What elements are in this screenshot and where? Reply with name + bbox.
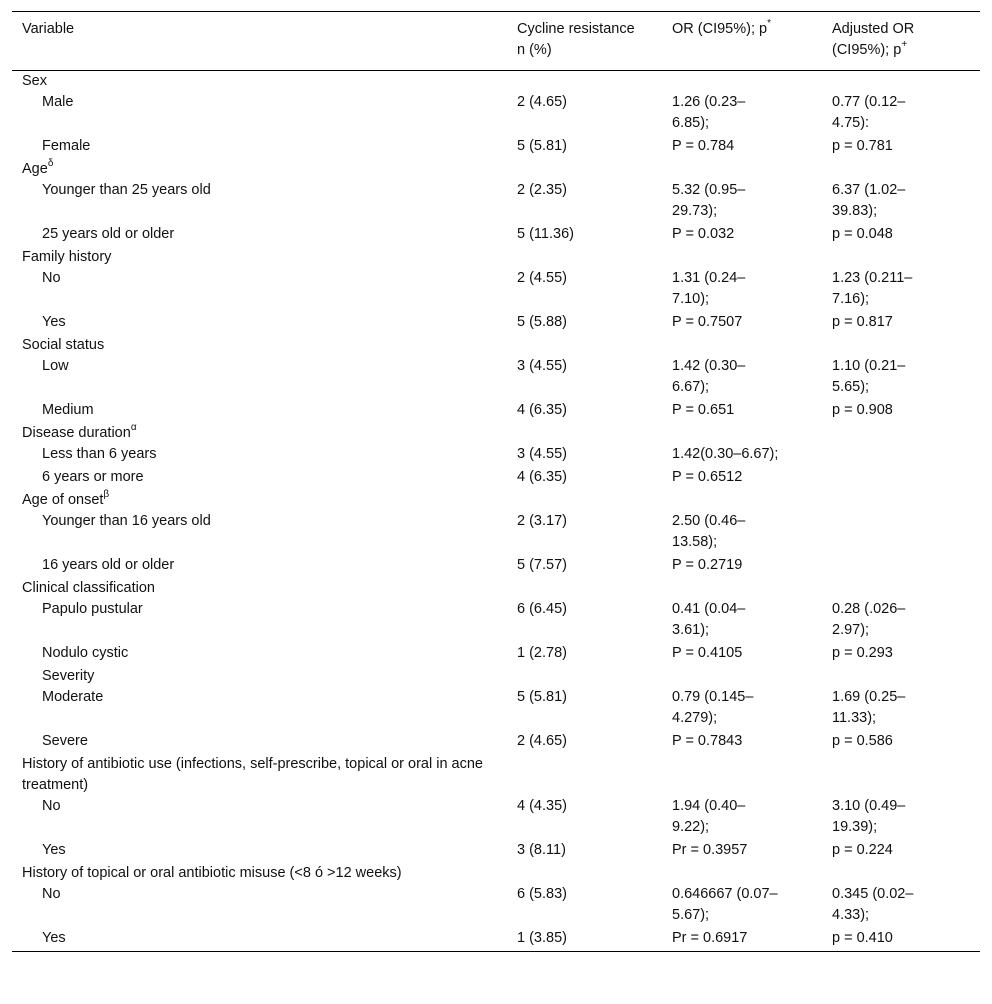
cell-value: Pr = 0.6917	[672, 930, 748, 946]
table-row	[12, 599, 980, 643]
adjusted-or-cell	[822, 136, 980, 159]
variable-cell	[12, 467, 507, 490]
or-cell	[662, 599, 822, 643]
table-row	[12, 136, 980, 159]
variable-cell	[12, 444, 507, 467]
adjusted-or-cell	[822, 312, 980, 335]
variable-cell	[12, 224, 507, 247]
table-row	[12, 268, 980, 312]
table-row	[12, 731, 980, 754]
cell-value: p = 0.586	[832, 733, 893, 749]
cycline-resistance-cell	[507, 71, 662, 93]
adjusted-or-cell	[822, 224, 980, 247]
or-cell	[662, 666, 822, 687]
cell-value: 5.32 (0.95–29.73);	[672, 182, 746, 219]
cycline-resistance-cell	[507, 754, 662, 796]
adjusted-or-cell	[822, 444, 980, 467]
or-cell	[662, 180, 822, 224]
cell-value: 3 (4.55)	[517, 358, 567, 374]
cell-value: 5 (5.81)	[517, 689, 567, 705]
table-body	[12, 71, 980, 952]
adjusted-or-cell	[822, 356, 980, 400]
cell-value: 2 (3.17)	[517, 513, 567, 529]
cycline-resistance-cell	[507, 643, 662, 666]
variable-label: 25 years old or older	[42, 226, 175, 242]
adjusted-or-cell	[822, 400, 980, 423]
adjusted-or-cell	[822, 159, 980, 180]
cycline-resistance-cell	[507, 555, 662, 578]
cell-value: 1 (3.85)	[517, 930, 567, 946]
table-row	[12, 400, 980, 423]
variable-label: Severe	[42, 733, 88, 749]
variable-cell	[12, 796, 507, 840]
header-row	[12, 12, 980, 71]
or-cell	[662, 224, 822, 247]
cell-value: 3.10 (0.49–19.39);	[832, 798, 906, 835]
cell-value: P = 0.4105	[672, 645, 743, 661]
cycline-resistance-cell	[507, 731, 662, 754]
table-row	[12, 555, 980, 578]
cell-value: 0.345 (0.02–4.33);	[832, 886, 914, 923]
or-cell	[662, 423, 822, 444]
or-cell	[662, 731, 822, 754]
adjusted-or-cell	[822, 796, 980, 840]
cycline-resistance-cell	[507, 159, 662, 180]
variable-label: Yes	[42, 842, 66, 858]
table-group-row	[12, 863, 980, 884]
or-cell	[662, 467, 822, 490]
variable-cell	[12, 180, 507, 224]
table-row	[12, 224, 980, 247]
cycline-resistance-cell	[507, 136, 662, 159]
variable-cell	[12, 159, 507, 180]
cell-value: 2 (2.35)	[517, 182, 567, 198]
adjusted-or-cell	[822, 423, 980, 444]
cell-value: 0.41 (0.04–3.61);	[672, 601, 746, 638]
table-row	[12, 180, 980, 224]
variable-label: No	[42, 798, 61, 814]
or-cell	[662, 444, 822, 467]
footnote-mark: δ	[47, 158, 54, 170]
cell-value: 5 (7.57)	[517, 557, 567, 573]
variable-cell	[12, 247, 507, 268]
or-cell	[662, 159, 822, 180]
header-or: OR (CI95%); p*	[672, 18, 771, 37]
variable-cell	[12, 136, 507, 159]
table-group-row	[12, 335, 980, 356]
cell-value: p = 0.224	[832, 842, 893, 858]
or-cell	[662, 754, 822, 796]
variable-cell	[12, 490, 507, 511]
adjusted-or-cell	[822, 247, 980, 268]
variable-cell	[12, 335, 507, 356]
variable-cell	[12, 511, 507, 555]
adjusted-or-cell	[822, 335, 980, 356]
cell-value: Pr = 0.3957	[672, 842, 748, 858]
or-cell	[662, 643, 822, 666]
cycline-resistance-cell	[507, 863, 662, 884]
variable-label: Low	[42, 358, 69, 374]
table-group-row	[12, 423, 980, 444]
variable-cell	[12, 92, 507, 136]
results-table-container	[12, 11, 980, 952]
cell-value: 3 (4.55)	[517, 446, 567, 462]
variable-label: Clinical classification	[22, 580, 155, 596]
cycline-resistance-cell	[507, 423, 662, 444]
or-cell	[662, 71, 822, 93]
cell-value: 2 (4.65)	[517, 733, 567, 749]
table-row	[12, 511, 980, 555]
adjusted-or-cell	[822, 555, 980, 578]
or-cell	[662, 247, 822, 268]
adjusted-or-cell	[822, 180, 980, 224]
variable-label: Family history	[22, 249, 112, 265]
cycline-resistance-cell	[507, 840, 662, 863]
cell-value: 5 (5.81)	[517, 138, 567, 154]
variable-cell	[12, 356, 507, 400]
cell-value: p = 0.048	[832, 226, 893, 242]
cell-value: P = 0.6512	[672, 469, 743, 485]
variable-label: 16 years old or older	[42, 557, 175, 573]
cell-value: 4 (6.35)	[517, 402, 567, 418]
variable-label: Disease duration	[22, 425, 131, 441]
or-cell	[662, 840, 822, 863]
or-cell	[662, 928, 822, 952]
variable-label: Male	[42, 94, 74, 110]
cycline-resistance-cell	[507, 599, 662, 643]
adjusted-or-cell	[822, 511, 980, 555]
variable-label: No	[42, 886, 61, 902]
or-cell	[662, 511, 822, 555]
table-group-row	[12, 490, 980, 511]
cycline-resistance-cell	[507, 884, 662, 928]
cell-value: P = 0.032	[672, 226, 735, 242]
cycline-resistance-cell	[507, 467, 662, 490]
table-row	[12, 312, 980, 335]
variable-cell	[12, 863, 507, 884]
adjusted-or-cell	[822, 863, 980, 884]
or-cell	[662, 796, 822, 840]
adjusted-or-cell	[822, 599, 980, 643]
variable-cell	[12, 555, 507, 578]
variable-label: Younger than 16 years old	[42, 513, 211, 529]
cell-value: 1.69 (0.25–11.33);	[832, 689, 906, 726]
cycline-resistance-cell	[507, 928, 662, 952]
table-row	[12, 356, 980, 400]
variable-cell	[12, 71, 507, 93]
adjusted-or-cell	[822, 490, 980, 511]
cell-value: p = 0.410	[832, 930, 893, 946]
variable-cell	[12, 687, 507, 731]
table-row	[12, 928, 980, 952]
cell-value: 0.79 (0.145–4.279);	[672, 689, 754, 726]
adjusted-or-cell	[822, 643, 980, 666]
adjusted-or-cell	[822, 467, 980, 490]
variable-label: History of antibiotic use (infections, self-prescribe, topical or oral in acne treatment)	[22, 756, 483, 793]
adjusted-or-cell	[822, 884, 980, 928]
adjusted-or-cell	[822, 268, 980, 312]
table-group-row	[12, 247, 980, 268]
variable-cell	[12, 643, 507, 666]
or-cell	[662, 400, 822, 423]
table-group-row	[12, 159, 980, 180]
cell-value: 6 (6.45)	[517, 601, 567, 617]
cell-value: P = 0.784	[672, 138, 735, 154]
cell-value: 1.31 (0.24–7.10);	[672, 270, 746, 307]
variable-label: Papulo pustular	[42, 601, 143, 617]
cell-value: 6.37 (1.02–39.83);	[832, 182, 906, 219]
variable-cell	[12, 754, 507, 796]
footnote-mark: α	[130, 422, 137, 434]
table-header	[12, 12, 980, 71]
cell-value: P = 0.7843	[672, 733, 743, 749]
cell-value: 1.42(0.30–6.67);	[672, 446, 779, 462]
adjusted-or-cell	[822, 731, 980, 754]
adjusted-or-cell	[822, 666, 980, 687]
results-table	[12, 11, 980, 952]
variable-cell	[12, 423, 507, 444]
cell-value: 5 (5.88)	[517, 314, 567, 330]
table-row	[12, 796, 980, 840]
table-row	[12, 840, 980, 863]
or-cell	[662, 884, 822, 928]
variable-cell	[12, 840, 507, 863]
cell-value: 1.23 (0.211–7.16);	[832, 270, 913, 307]
header-variable: Variable	[22, 21, 75, 37]
adjusted-or-cell	[822, 578, 980, 599]
cycline-resistance-cell	[507, 312, 662, 335]
variable-label: Medium	[42, 402, 94, 418]
table-row	[12, 92, 980, 136]
variable-cell	[12, 928, 507, 952]
or-cell	[662, 356, 822, 400]
cell-value: 3 (8.11)	[517, 842, 566, 858]
cell-value: 2.50 (0.46–13.58);	[672, 513, 746, 550]
table-row	[12, 643, 980, 666]
cell-value: 0.28 (.026–2.97);	[832, 601, 906, 638]
variable-label: Yes	[42, 930, 66, 946]
table-row	[12, 444, 980, 467]
cycline-resistance-cell	[507, 335, 662, 356]
or-cell	[662, 490, 822, 511]
variable-label: Female	[42, 138, 91, 154]
cycline-resistance-cell	[507, 400, 662, 423]
cycline-resistance-cell	[507, 490, 662, 511]
table-group-row	[12, 578, 980, 599]
cell-value: 2 (4.65)	[517, 94, 567, 110]
variable-cell	[12, 884, 507, 928]
table-row	[12, 687, 980, 731]
cell-value: 1.26 (0.23–6.85);	[672, 94, 746, 131]
cell-value: P = 0.651	[672, 402, 735, 418]
or-cell	[662, 555, 822, 578]
adjusted-or-cell	[822, 92, 980, 136]
variable-label: Sex	[22, 73, 47, 89]
cell-value: 0.77 (0.12–4.75):	[832, 94, 906, 131]
variable-label: Severity	[42, 668, 95, 684]
variable-label: Social status	[22, 337, 105, 353]
cycline-resistance-cell	[507, 444, 662, 467]
header-cycline-resistance: Cycline resistance n (%)	[517, 21, 635, 58]
cycline-resistance-cell	[507, 666, 662, 687]
variable-cell	[12, 268, 507, 312]
cycline-resistance-cell	[507, 180, 662, 224]
variable-label: No	[42, 270, 61, 286]
table-row	[12, 884, 980, 928]
cycline-resistance-cell	[507, 796, 662, 840]
or-cell	[662, 312, 822, 335]
cell-value: p = 0.817	[832, 314, 893, 330]
cell-value: 1 (2.78)	[517, 645, 567, 661]
variable-label: Age of onset	[22, 492, 104, 508]
or-cell	[662, 268, 822, 312]
variable-label: Moderate	[42, 689, 104, 705]
table-group-row	[12, 666, 980, 687]
cell-value: p = 0.293	[832, 645, 893, 661]
cycline-resistance-cell	[507, 511, 662, 555]
cell-value: 1.42 (0.30–6.67);	[672, 358, 746, 395]
cycline-resistance-cell	[507, 247, 662, 268]
cell-value: P = 0.7507	[672, 314, 743, 330]
or-cell	[662, 335, 822, 356]
cell-value: 4 (6.35)	[517, 469, 567, 485]
adjusted-or-cell	[822, 687, 980, 731]
or-cell	[662, 136, 822, 159]
variable-cell	[12, 312, 507, 335]
cell-value: 1.94 (0.40–9.22);	[672, 798, 746, 835]
adjusted-or-cell	[822, 840, 980, 863]
variable-cell	[12, 578, 507, 599]
cell-value: p = 0.908	[832, 402, 893, 418]
cell-value: p = 0.781	[832, 138, 893, 154]
cycline-resistance-cell	[507, 268, 662, 312]
variable-label: History of topical or oral antibiotic misuse (<8 ó >12 weeks)	[22, 865, 402, 881]
or-cell	[662, 578, 822, 599]
cell-value: 5 (11.36)	[517, 226, 574, 242]
cycline-resistance-cell	[507, 578, 662, 599]
variable-label: Younger than 25 years old	[42, 182, 211, 198]
table-group-row	[12, 754, 980, 796]
variable-cell	[12, 666, 507, 687]
cycline-resistance-cell	[507, 224, 662, 247]
cycline-resistance-cell	[507, 687, 662, 731]
or-cell	[662, 92, 822, 136]
adjusted-or-cell	[822, 928, 980, 952]
footnote-mark: β	[103, 489, 110, 501]
table-row	[12, 467, 980, 490]
variable-label: Yes	[42, 314, 66, 330]
cell-value: 2 (4.55)	[517, 270, 567, 286]
cell-value: 4 (4.35)	[517, 798, 567, 814]
cell-value: 6 (5.83)	[517, 886, 567, 902]
variable-label: Age	[22, 161, 48, 177]
cycline-resistance-cell	[507, 356, 662, 400]
cell-value: 1.10 (0.21–5.65);	[832, 358, 906, 395]
cell-value: 0.646667 (0.07–5.67);	[672, 886, 778, 923]
variable-label: Less than 6 years	[42, 446, 157, 462]
or-cell	[662, 863, 822, 884]
variable-label: Nodulo cystic	[42, 645, 129, 661]
adjusted-or-cell	[822, 71, 980, 93]
cell-value: P = 0.2719	[672, 557, 743, 573]
table-group-row	[12, 71, 980, 93]
variable-cell	[12, 599, 507, 643]
cycline-resistance-cell	[507, 92, 662, 136]
variable-label: 6 years or more	[42, 469, 144, 485]
variable-cell	[12, 731, 507, 754]
or-cell	[662, 687, 822, 731]
variable-cell	[12, 400, 507, 423]
adjusted-or-cell	[822, 754, 980, 796]
header-adjusted-or: Adjusted OR (CI95%); p+	[832, 21, 915, 58]
